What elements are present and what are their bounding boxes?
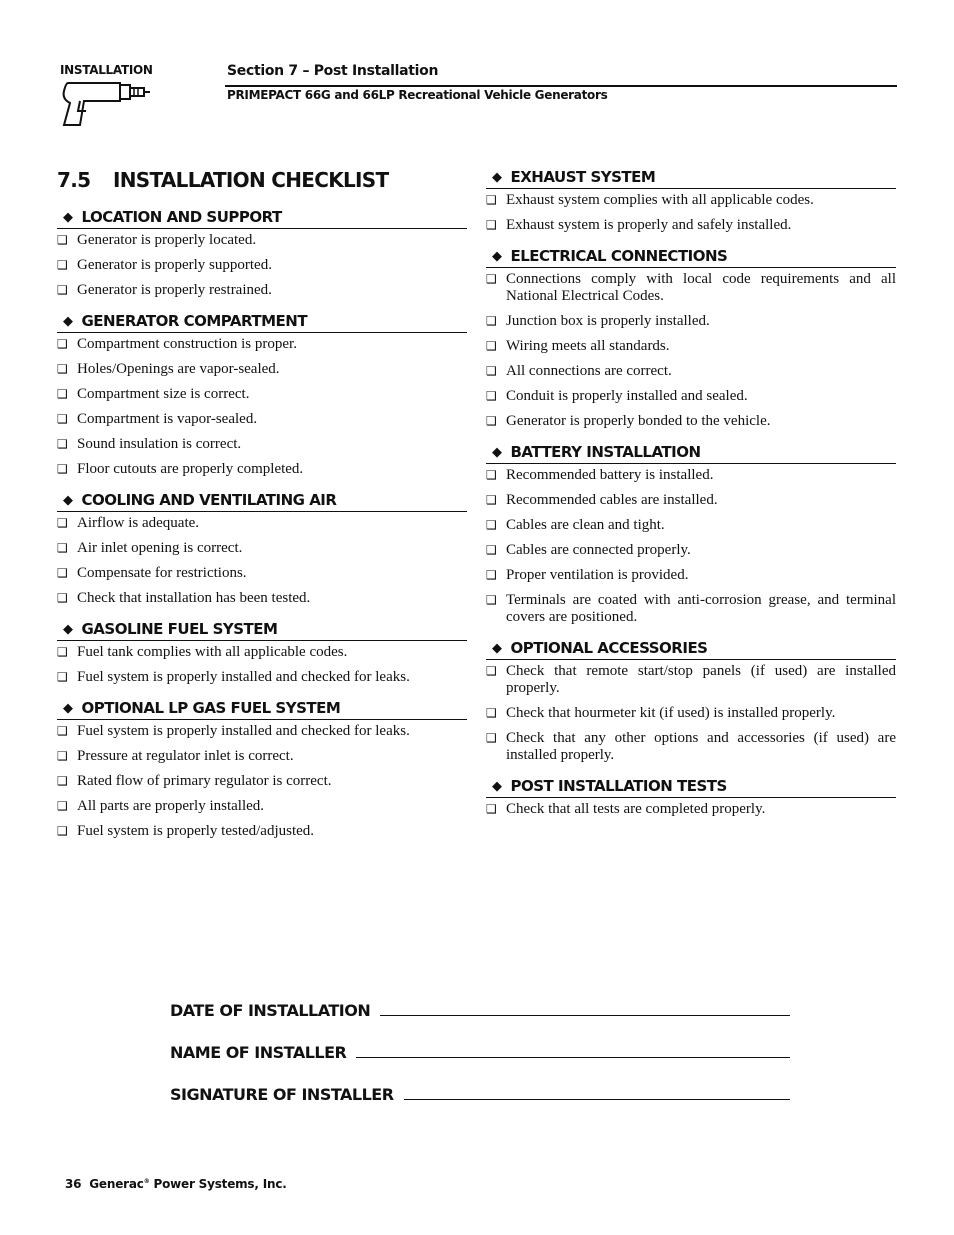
checklist — [486, 467, 896, 626]
checklist-item — [486, 592, 896, 626]
diamond-bullet-icon: ◆ — [492, 248, 502, 264]
checkbox-icon[interactable]: ❑ — [57, 462, 68, 476]
diamond-bullet-icon: ◆ — [492, 778, 502, 794]
drill-icon — [60, 75, 150, 127]
checklist — [57, 515, 467, 607]
name-label: NAME OF INSTALLER — [170, 1043, 347, 1062]
checkbox-icon[interactable]: ❑ — [57, 258, 68, 272]
checklist-item — [57, 773, 467, 790]
checkbox-icon[interactable]: ❑ — [57, 645, 68, 659]
checklist-item-text: Floor cutouts are properly completed. — [77, 461, 304, 477]
checklist-item-text: Pressure at regulator inlet is correct. — [77, 748, 294, 764]
checklist-item — [57, 515, 467, 532]
checklist-item — [57, 461, 467, 478]
checkbox-icon[interactable]: ❑ — [57, 749, 68, 763]
title-number: 7.5 — [57, 168, 91, 192]
section-title: Section 7 – Post Installation — [227, 63, 439, 79]
diamond-bullet-icon: ◆ — [63, 492, 73, 508]
checklist-item-text: Check that hourmeter kit (if used) is installed properly. — [506, 705, 836, 721]
checkbox-icon[interactable]: ❑ — [57, 591, 68, 605]
registered-mark: ® — [143, 1178, 150, 1185]
checklist — [57, 232, 467, 299]
checklist-item-text: Fuel system is properly installed and checked for leaks. — [77, 669, 410, 685]
checkbox-icon[interactable]: ❑ — [486, 731, 497, 745]
checklist-item-text: Generator is properly bonded to the vehicle. — [506, 413, 771, 429]
checkbox-icon[interactable]: ❑ — [57, 824, 68, 838]
checklist-item-text: Check that any other options and accessories (if used) are installed properly. — [506, 730, 896, 763]
checklist-item — [486, 801, 896, 818]
checkbox-icon[interactable]: ❑ — [57, 362, 68, 376]
company-suffix: Power Systems, Inc. — [153, 1177, 287, 1191]
checklist-item-text: Cables are clean and tight. — [506, 517, 665, 533]
page-footer — [65, 1177, 287, 1191]
section-heading-post-installation-tests — [486, 775, 896, 798]
checklist-item-text: Holes/Openings are vapor-sealed. — [77, 361, 280, 377]
checklist-item-text: Generator is properly located. — [77, 232, 257, 248]
checklist-item — [57, 644, 467, 661]
title-text: INSTALLATION CHECKLIST — [113, 168, 389, 192]
section-heading-gasoline-fuel-system — [57, 618, 467, 641]
page-title — [57, 166, 467, 194]
checklist-item-text: Compartment size is correct. — [77, 386, 250, 402]
document-subtitle: PRIMEPACT 66G and 66LP Recreational Vehicle Generators — [227, 88, 608, 102]
section-heading-text: GASOLINE FUEL SYSTEM — [81, 620, 278, 638]
section-heading-cooling-and-ventilating-air — [57, 489, 467, 512]
checklist-item-text: Sound insulation is correct. — [77, 436, 242, 452]
section-heading-text: OPTIONAL ACCESSORIES — [510, 639, 708, 657]
checklist-item — [57, 361, 467, 378]
checkbox-icon[interactable]: ❑ — [486, 468, 497, 482]
diamond-bullet-icon: ◆ — [63, 700, 73, 716]
checklist-item — [57, 565, 467, 582]
checklist-item-text: Exhaust system is properly and safely installed. — [506, 217, 792, 233]
checkbox-icon[interactable]: ❑ — [486, 518, 497, 532]
checklist-item — [486, 705, 896, 722]
checklist — [486, 192, 896, 234]
section-heading-generator-compartment — [57, 310, 467, 333]
checklist-item — [57, 257, 467, 274]
checkbox-icon[interactable]: ❑ — [486, 193, 497, 207]
checkbox-icon[interactable]: ❑ — [486, 389, 497, 403]
checkbox-icon[interactable]: ❑ — [486, 339, 497, 353]
checklist-item-text: Generator is properly restrained. — [77, 282, 272, 298]
checkbox-icon[interactable]: ❑ — [57, 774, 68, 788]
diamond-bullet-icon: ◆ — [492, 444, 502, 460]
signature-field[interactable] — [404, 1099, 790, 1100]
checkbox-icon[interactable]: ❑ — [486, 593, 497, 607]
checkbox-icon[interactable]: ❑ — [486, 314, 497, 328]
checklist-item — [486, 542, 896, 559]
section-heading-text: COOLING AND VENTILATING AIR — [81, 491, 337, 509]
checkbox-icon[interactable]: ❑ — [57, 387, 68, 401]
name-row — [170, 1040, 790, 1062]
checklist-item-text: Air inlet opening is correct. — [77, 540, 243, 556]
checklist-item-text: Junction box is properly installed. — [506, 313, 710, 329]
checklist — [57, 723, 467, 840]
checklist-item-text: All parts are properly installed. — [77, 798, 265, 814]
header-rule — [225, 85, 897, 87]
section-heading-battery-installation — [486, 441, 896, 464]
checklist-item — [57, 336, 467, 353]
logo-label: INSTALLATION — [60, 63, 153, 77]
section-heading-text: LOCATION AND SUPPORT — [81, 208, 282, 226]
installation-logo — [60, 63, 170, 129]
left-sections — [57, 206, 467, 840]
company-prefix: Generac — [89, 1177, 144, 1191]
section-heading-text: OPTIONAL LP GAS FUEL SYSTEM — [81, 699, 341, 717]
checklist — [486, 663, 896, 764]
section-heading-optional-lp-gas-fuel-system — [57, 697, 467, 720]
checklist-item — [486, 217, 896, 234]
checklist-item — [486, 192, 896, 209]
checklist-item-text: All connections are correct. — [506, 363, 672, 379]
checkbox-icon[interactable]: ❑ — [57, 541, 68, 555]
checklist-item — [486, 663, 896, 697]
diamond-bullet-icon: ◆ — [492, 169, 502, 185]
checklist-item — [57, 436, 467, 453]
checklist-item-text: Wiring meets all standards. — [506, 338, 670, 354]
checklist-item-text: Connections comply with local code requirements and all National Electrical Codes. — [506, 271, 896, 304]
right-sections — [486, 166, 896, 818]
checkbox-icon[interactable]: ❑ — [486, 493, 497, 507]
checkbox-icon[interactable]: ❑ — [486, 568, 497, 582]
section-heading-optional-accessories — [486, 637, 896, 660]
checklist-item-text: Terminals are coated with anti-corrosion grease, and terminal covers are positioned. — [506, 592, 896, 625]
checklist-item-text: Recommended cables are installed. — [506, 492, 718, 508]
checkbox-icon[interactable]: ❑ — [486, 543, 497, 557]
section-heading-text: EXHAUST SYSTEM — [510, 168, 656, 186]
checklist-item — [57, 748, 467, 765]
section-heading-text: POST INSTALLATION TESTS — [510, 777, 727, 795]
checkbox-icon[interactable]: ❑ — [57, 283, 68, 297]
checklist-item-text: Fuel system is properly tested/adjusted. — [77, 823, 315, 839]
section-heading-location-and-support — [57, 206, 467, 229]
checklist-item — [57, 798, 467, 815]
checkbox-icon[interactable]: ❑ — [486, 664, 497, 678]
checklist-item — [486, 338, 896, 355]
checklist-item — [486, 388, 896, 405]
date-label: DATE OF INSTALLATION — [170, 1001, 371, 1020]
left-column — [57, 166, 467, 851]
checklist-item-text: Compartment construction is proper. — [77, 336, 297, 352]
section-heading-exhaust-system — [486, 166, 896, 189]
diamond-bullet-icon: ◆ — [63, 621, 73, 637]
checklist-item-text: Generator is properly supported. — [77, 257, 272, 273]
checklist-item-text: Cables are connected properly. — [506, 542, 691, 558]
checklist-item — [57, 669, 467, 686]
checklist-item — [57, 823, 467, 840]
checklist-item-text: Conduit is properly installed and sealed. — [506, 388, 748, 404]
checklist-item-text: Compensate for restrictions. — [77, 565, 247, 581]
checkbox-icon[interactable]: ❑ — [57, 516, 68, 530]
section-heading-text: ELECTRICAL CONNECTIONS — [510, 247, 728, 265]
checklist-item-text: Check that remote start/stop panels (if used) are installed properly. — [506, 663, 896, 696]
section-heading-text: BATTERY INSTALLATION — [510, 443, 701, 461]
checklist-item — [57, 232, 467, 249]
checklist-item — [486, 730, 896, 764]
checklist-item — [57, 386, 467, 403]
name-field[interactable] — [356, 1057, 790, 1058]
signature-row — [170, 1082, 790, 1104]
diamond-bullet-icon: ◆ — [63, 313, 73, 329]
checklist-item — [486, 363, 896, 380]
diamond-bullet-icon: ◆ — [492, 640, 502, 656]
checklist-item — [486, 567, 896, 584]
checklist-item — [486, 271, 896, 305]
checklist-item — [57, 411, 467, 428]
diamond-bullet-icon: ◆ — [63, 209, 73, 225]
checklist-item — [486, 492, 896, 509]
checklist-item-text: Airflow is adequate. — [77, 515, 200, 531]
checkbox-icon[interactable]: ❑ — [57, 233, 68, 247]
checkbox-icon[interactable]: ❑ — [57, 670, 68, 684]
checkbox-icon[interactable]: ❑ — [486, 364, 497, 378]
checkbox-icon[interactable]: ❑ — [486, 218, 497, 232]
checkbox-icon[interactable]: ❑ — [486, 706, 497, 720]
checkbox-icon[interactable]: ❑ — [486, 414, 497, 428]
page-number: 36 — [65, 1177, 82, 1191]
date-field[interactable] — [380, 1015, 790, 1016]
checklist — [486, 801, 896, 818]
right-column — [486, 166, 896, 829]
checklist-item — [486, 517, 896, 534]
checkbox-icon[interactable]: ❑ — [57, 337, 68, 351]
checklist-item — [57, 282, 467, 299]
checklist-item-text: Check that installation has been tested. — [77, 590, 311, 606]
date-row — [170, 998, 790, 1020]
checklist-item-text: Check that all tests are completed properly. — [506, 801, 766, 817]
checkbox-icon[interactable]: ❑ — [486, 272, 497, 286]
checkbox-icon[interactable]: ❑ — [57, 799, 68, 813]
checkbox-icon[interactable]: ❑ — [486, 802, 497, 816]
checklist-item-text: Compartment is vapor-sealed. — [77, 411, 258, 427]
checkbox-icon[interactable]: ❑ — [57, 566, 68, 580]
checkbox-icon[interactable]: ❑ — [57, 412, 68, 426]
section-heading-electrical-connections — [486, 245, 896, 268]
signoff-form — [170, 998, 790, 1124]
checklist-item — [486, 313, 896, 330]
checklist-item-text: Rated flow of primary regulator is correct. — [77, 773, 332, 789]
checklist-item-text: Exhaust system complies with all applicable codes. — [506, 192, 814, 208]
checklist-item-text: Proper ventilation is provided. — [506, 567, 689, 583]
checklist-item — [57, 540, 467, 557]
checklist — [57, 644, 467, 686]
checklist-item — [57, 723, 467, 740]
checklist-item-text: Recommended battery is installed. — [506, 467, 714, 483]
signature-label: SIGNATURE OF INSTALLER — [170, 1085, 394, 1104]
checklist-item-text: Fuel tank complies with all applicable codes. — [77, 644, 348, 660]
checklist-item — [57, 590, 467, 607]
checklist — [486, 271, 896, 430]
checkbox-icon[interactable]: ❑ — [57, 724, 68, 738]
checklist-item — [486, 413, 896, 430]
section-heading-text: GENERATOR COMPARTMENT — [81, 312, 308, 330]
checklist — [57, 336, 467, 478]
checklist-item-text: Fuel system is properly installed and checked for leaks. — [77, 723, 410, 739]
checklist-item — [486, 467, 896, 484]
checkbox-icon[interactable]: ❑ — [57, 437, 68, 451]
